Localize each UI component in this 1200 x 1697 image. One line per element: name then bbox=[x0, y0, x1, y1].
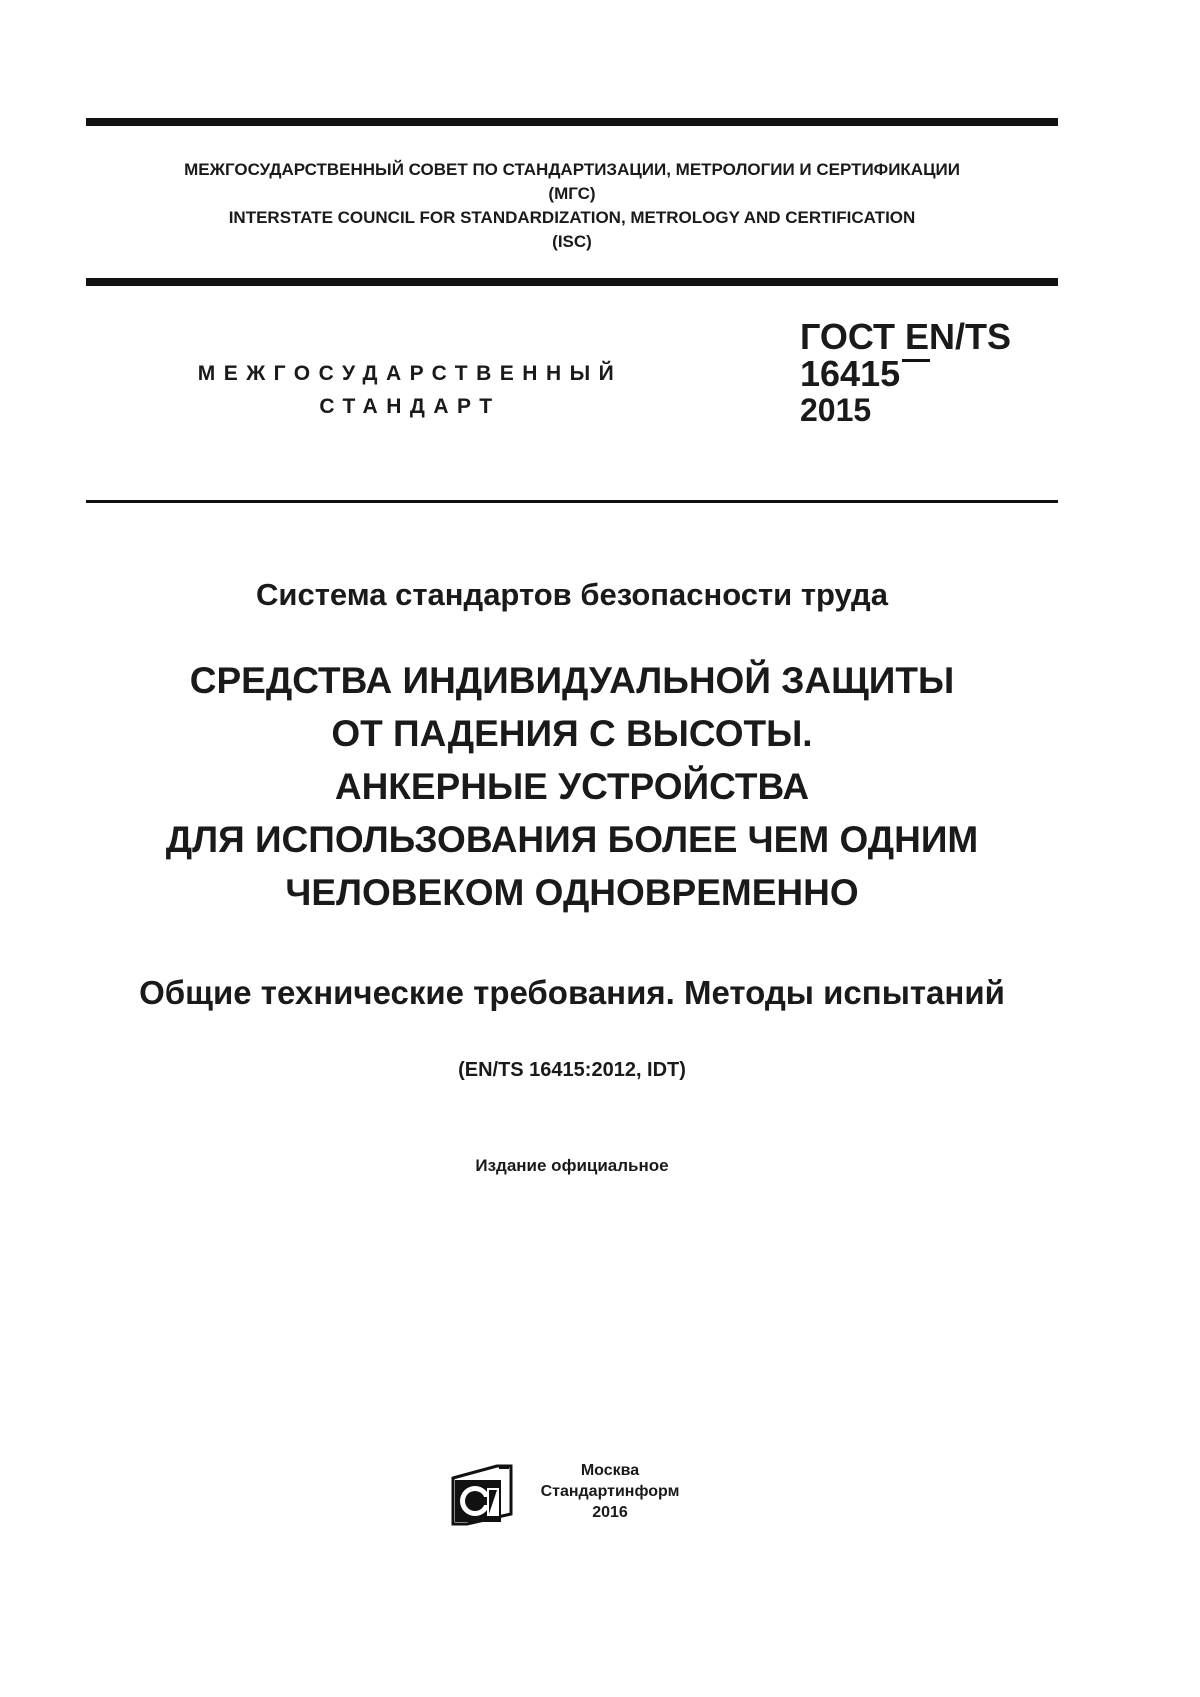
publisher-text bbox=[535, 1460, 685, 1523]
designation-number: 16415 bbox=[800, 353, 901, 394]
subtitle: Общие технические требования. Методы испытаний bbox=[139, 974, 1005, 1011]
council-abbr-en: (ISC) bbox=[552, 232, 592, 251]
title-line: АНКЕРНЫЕ УСТРОЙСТВА bbox=[334, 766, 810, 807]
top-rule bbox=[86, 118, 1058, 126]
council-name-ru: МЕЖГОСУДАРСТВЕННЫЙ СОВЕТ ПО СТАНДАРТИЗАЦИИ, МЕТРОЛОГИИ И СЕРТИФИКАЦИИ bbox=[184, 160, 960, 179]
international-reference: (EN/TS 16415:2012, IDT) bbox=[458, 1059, 686, 1081]
publisher-city: Москва bbox=[580, 1462, 640, 1479]
title-line: ОТ ПАДЕНИЯ С ВЫСОТЫ. bbox=[331, 713, 813, 754]
title-line: ДЛЯ ИСПОЛЬЗОВАНИЯ БОЛЕЕ ЧЕМ ОДНИМ bbox=[165, 819, 979, 860]
designation-number-row bbox=[800, 355, 1011, 392]
series-title: Система стандартов безопасности труда bbox=[256, 577, 888, 612]
main-title bbox=[86, 654, 1058, 919]
designation-dash bbox=[902, 359, 930, 362]
standard-kind-line2: СТАНДАРТ bbox=[319, 395, 501, 418]
standard-kind-line1: МЕЖГОСУДАРСТВЕННЫЙ bbox=[197, 362, 623, 385]
council-header bbox=[86, 158, 1058, 254]
designation-year: 2015 bbox=[800, 392, 872, 428]
council-name-en: INTERSTATE COUNCIL FOR STANDARDIZATION, METROLOGY AND CERTIFICATION bbox=[228, 208, 916, 227]
title-line: ЧЕЛОВЕКОМ ОДНОВРЕМЕННО bbox=[285, 872, 859, 913]
council-bottom-rule bbox=[86, 278, 1058, 286]
title-line: СРЕДСТВА ИНДИВИДУАЛЬНОЙ ЗАЩИТЫ bbox=[189, 660, 955, 701]
standard-kind bbox=[150, 357, 670, 423]
publisher-name: Стандартинформ bbox=[540, 1483, 680, 1500]
edition-note: Издание официальное bbox=[475, 1156, 669, 1175]
designation-prefix: ГОСТ EN/TS bbox=[800, 316, 1012, 357]
publisher-block bbox=[447, 1460, 747, 1540]
standard-designation bbox=[800, 318, 1011, 429]
standartinform-logo-icon bbox=[447, 1464, 517, 1526]
designation-bottom-rule bbox=[86, 500, 1058, 503]
publisher-year: 2016 bbox=[592, 1504, 628, 1521]
council-abbr-ru: (МГС) bbox=[548, 184, 596, 203]
